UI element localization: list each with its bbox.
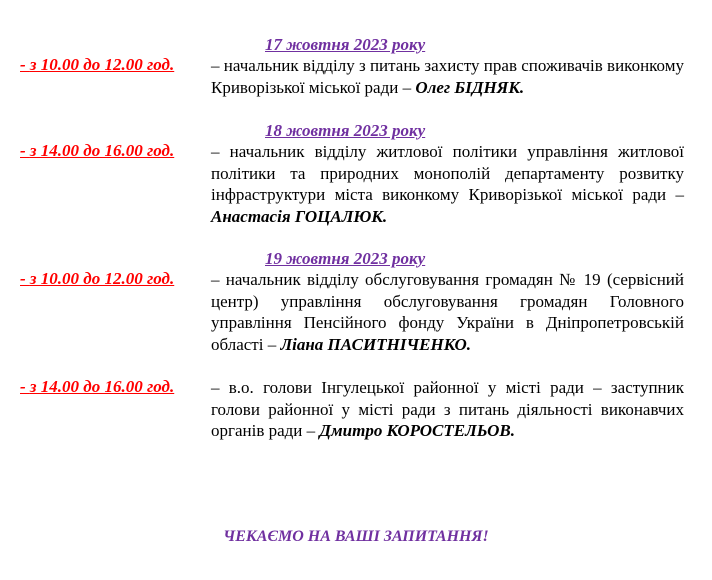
session-text: – начальник відділу житлової політики управління житлової політики та природних монополій департаменту розвитку інфраструктури міста виконкому Криворізької міської ради – [211,142,684,204]
time-slot: - з 14.00 до 16.00 год. [20,141,175,160]
time-slot-text: з 10.00 до 12.00 год. [29,55,175,74]
session-description [211,377,684,442]
time-slot-text: з 10.00 до 12.00 год. [29,269,175,288]
session-description [211,55,684,98]
session-text: – в.о. голови Інгулецької районної у місті ради – заступник голови районної у місті ради з питань діяльності виконавчих органів ради – [211,378,684,440]
session-text: – начальник відділу з питань захисту прав споживачів виконкому Криворізької міської ради – [211,56,684,97]
session-text: – начальник відділу обслуговування громадян № 19 (сервісний центр) управління обслуговування громадян Головного управління Пенсійного фонду України в Дніпропетровській області – [211,270,684,354]
official-name: Дмитро КОРОСТЕЛЬОВ. [319,421,515,440]
closing-message: ЧЕКАЄМО НА ВАШІ ЗАПИТАННЯ! [223,528,489,545]
official-name: Олег БІДНЯК. [415,77,525,97]
time-slot: - з 10.00 до 12.00 год. [20,269,175,288]
official-name: Ліана ПАСИТНІЧЕНКО. [280,334,471,354]
date-heading: 17 жовтня 2023 року [265,35,426,54]
date-heading: 18 жовтня 2023 року [265,121,426,140]
session-description [211,141,684,227]
time-slot-text: з 14.00 до 16.00 год. [29,141,175,160]
official-name: Анастасія ГОЦАЛЮК. [211,206,388,226]
time-slot-text: з 14.00 до 16.00 год. [29,377,175,396]
time-slot: - з 10.00 до 12.00 год. [20,55,175,74]
session-description [211,269,684,355]
date-heading: 19 жовтня 2023 року [265,249,426,268]
time-slot: - з 14.00 до 16.00 год. [20,377,175,396]
